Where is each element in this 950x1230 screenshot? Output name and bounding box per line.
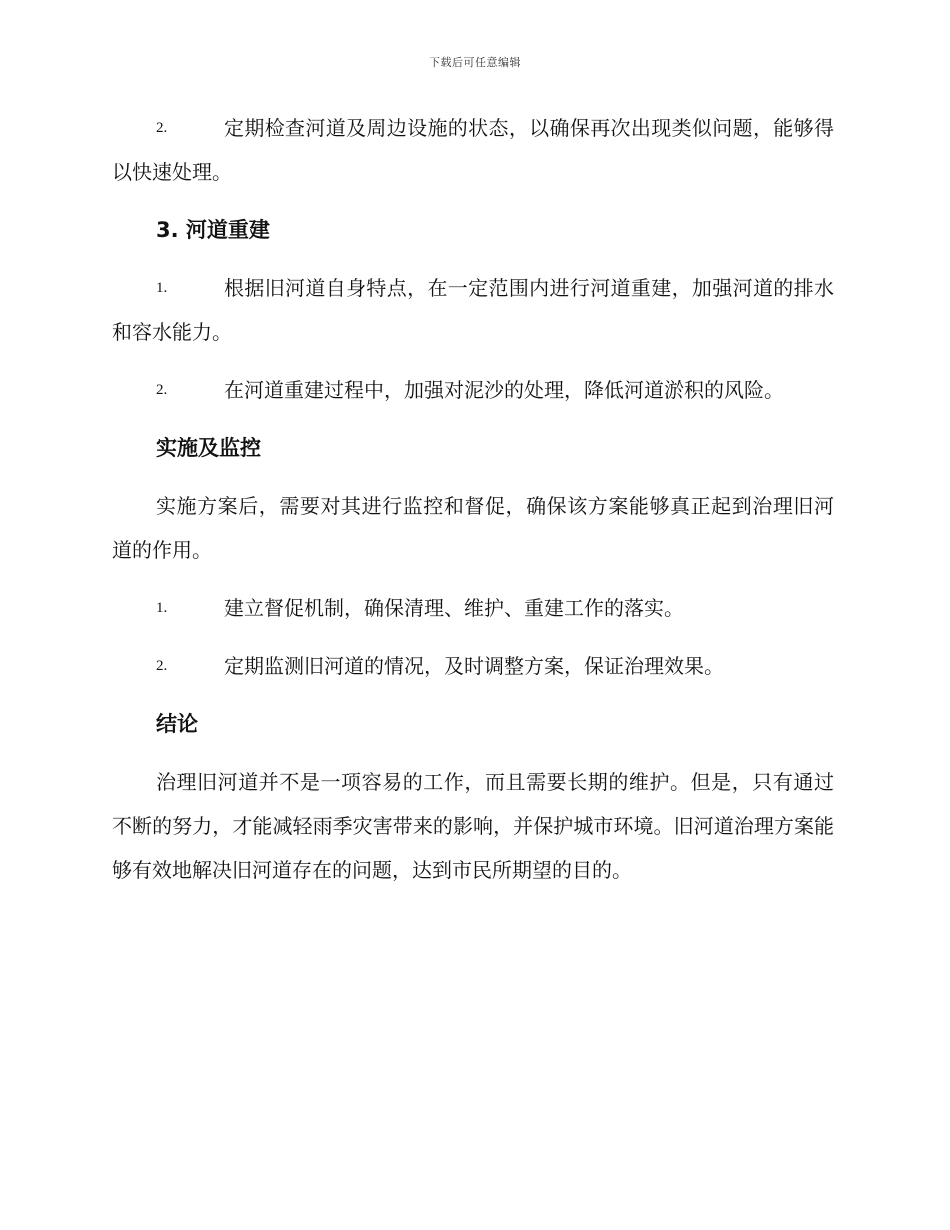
- list-number: 1.: [156, 280, 168, 296]
- list-item-rebuild-1: [112, 266, 834, 354]
- section-heading-implement: 实施及监控: [156, 436, 261, 460]
- list-number: 1.: [156, 600, 168, 616]
- list-text: 在河道重建过程中，加强对泥沙的处理，降低河道淤积的风险。: [224, 378, 784, 402]
- page-header: 下载后可任意编辑: [429, 56, 521, 69]
- list-number: 2.: [156, 382, 168, 398]
- paragraph-conclusion: 治理旧河道并不是一项容易的工作，而且需要长期的维护。但是，只有通过不断的努力，才能减轻雨季灾害带来的影响，并保护城市环境。旧河道治理方案能够有效地解决旧河道存在的问题，达到市民所期望的目的。: [112, 770, 834, 882]
- list-item-implement-1: [112, 586, 834, 630]
- list-item-rebuild-2: [112, 368, 834, 412]
- list-text: 根据旧河道自身特点，在一定范围内进行河道重建，加强河道的排水和容水能力。: [112, 276, 834, 344]
- list-item-maintain-2: [112, 106, 834, 194]
- list-text: 定期检查河道及周边设施的状态，以确保再次出现类似问题，能够得以快速处理。: [112, 116, 834, 184]
- list-item-implement-2: [112, 644, 834, 688]
- list-number: 2.: [156, 120, 168, 136]
- paragraph-implement: 实施方案后，需要对其进行监控和督促，确保该方案能够真正起到治理旧河道的作用。: [112, 494, 834, 562]
- section-heading-rebuild: 3. 河道重建: [156, 218, 270, 242]
- document-body: [112, 106, 834, 906]
- section-heading-conclusion: 结论: [156, 712, 198, 736]
- list-text: 定期监测旧河道的情况，及时调整方案，保证治理效果。: [224, 654, 724, 678]
- list-number: 2.: [156, 658, 168, 674]
- list-text: 建立督促机制，确保清理、维护、重建工作的落实。: [224, 596, 684, 620]
